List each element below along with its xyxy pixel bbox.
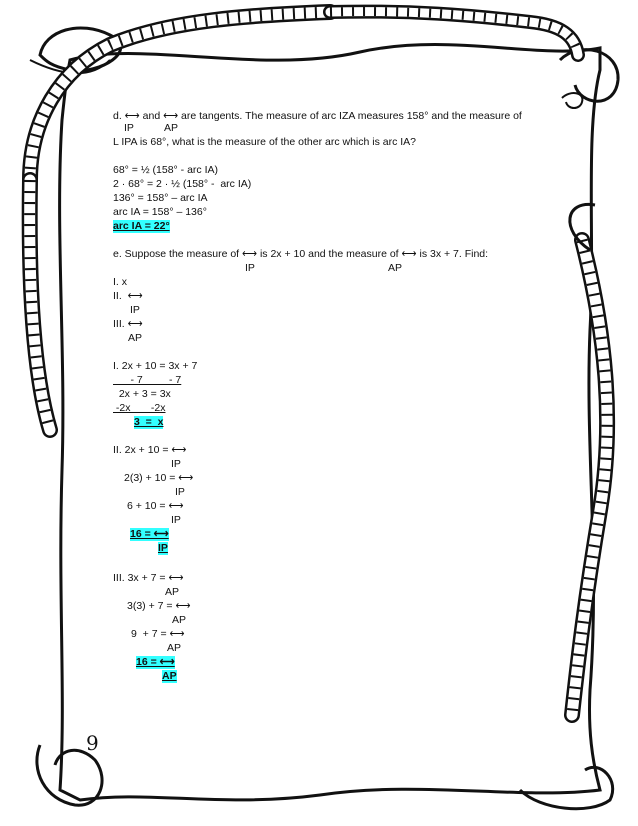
- part-iii-sub2: AP: [172, 614, 187, 626]
- problem-d-sub-ip: IP: [124, 122, 134, 134]
- part-iii-answer: 16 = ⟷: [136, 656, 175, 668]
- part-iii-line1: III. 3x + 7 = ⟷: [113, 572, 184, 584]
- problem-d-sub-ap: AP: [164, 122, 179, 134]
- part-ii-sub2: IP: [175, 486, 185, 498]
- problem-d-answer: arc IA = 22°: [113, 220, 170, 232]
- problem-e-sub-ip: IP: [245, 262, 255, 274]
- part-ii-sub1: IP: [171, 458, 181, 470]
- page-number: 9: [86, 731, 99, 755]
- part-i-line2: - 7 - 7: [113, 374, 182, 386]
- part-iii-sub3: AP: [167, 642, 182, 654]
- part-ii-answer-sub: IP: [158, 542, 168, 554]
- problem-e-item-iii-sub: AP: [128, 332, 143, 344]
- part-i-answer: 3 = x: [134, 416, 164, 428]
- part-iii-answer-sub: AP: [162, 670, 177, 682]
- problem-d-step4: arc IA = 158° – 136°: [113, 206, 207, 218]
- part-i-line3: 2x + 3 = 3x: [113, 388, 171, 400]
- part-iii-sub1: AP: [165, 586, 180, 598]
- problem-d-step1: 68° = ½ (158° - arc IA): [113, 164, 218, 176]
- problem-e-item-i: I. x: [113, 276, 128, 288]
- part-ii-answer: 16 = ⟷: [130, 528, 169, 540]
- part-ii-line1: II. 2x + 10 = ⟷: [113, 444, 187, 456]
- problem-d-line1: d. ⟷ and ⟷ are tangents. The measure of arc IZA measures 158° and the measure of: [113, 110, 522, 122]
- problem-e-sub-ap: AP: [388, 262, 403, 274]
- problem-e-item-iii: III. ⟷: [113, 318, 143, 330]
- part-ii-line3: 6 + 10 = ⟷: [127, 500, 184, 512]
- part-ii-sub3: IP: [171, 514, 181, 526]
- problem-d-step2: 2 · 68° = 2 · ½ (158° - arc IA): [113, 178, 252, 190]
- part-i-line1: I. 2x + 10 = 3x + 7: [113, 360, 198, 372]
- part-ii-line2: 2(3) + 10 = ⟷: [124, 472, 194, 484]
- problem-e-item-ii: II. ⟷: [113, 290, 143, 302]
- part-iii-line2: 3(3) + 7 = ⟷: [127, 600, 191, 612]
- problem-d-line2: L IPA is 68°, what is the measure of the other arc which is arc IA?: [113, 136, 417, 148]
- problem-e-item-ii-sub: IP: [130, 304, 140, 316]
- problem-d-step3: 136° = 158° – arc IA: [113, 192, 208, 204]
- part-i-line4: -2x -2x: [113, 402, 166, 414]
- problem-e-line1: e. Suppose the measure of ⟷ is 2x + 10 and the measure of ⟷ is 3x + 7. Find:: [113, 248, 489, 260]
- part-iii-line3: 9 + 7 = ⟷: [131, 628, 185, 640]
